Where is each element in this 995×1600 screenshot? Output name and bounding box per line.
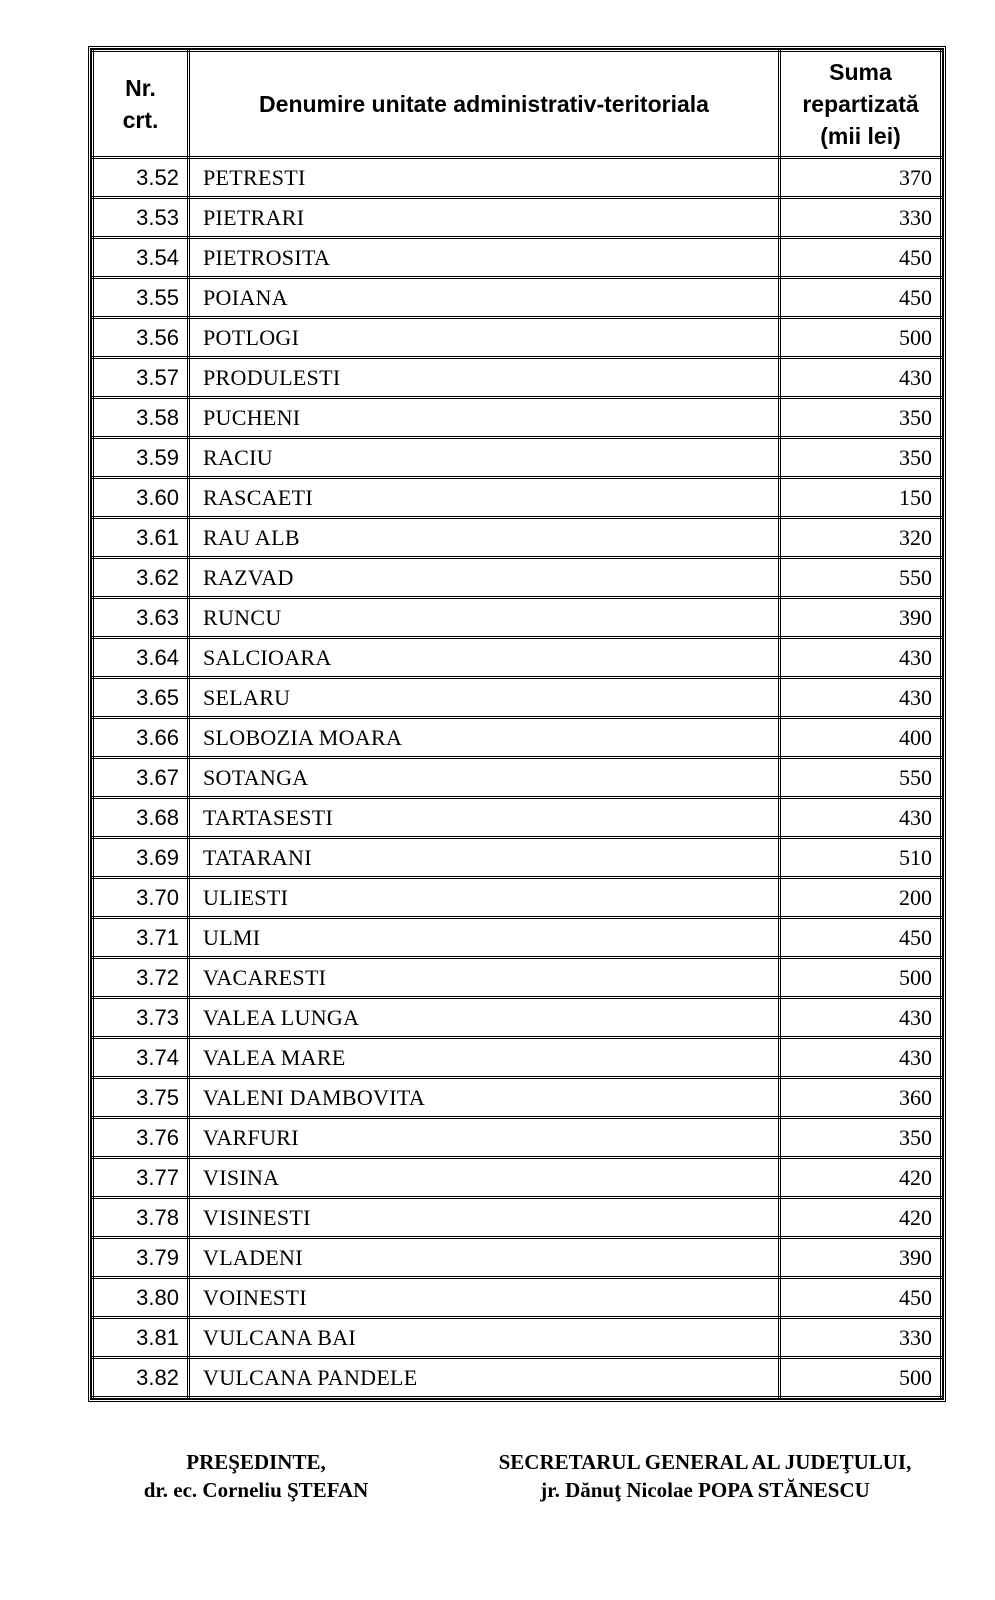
table-header-row: [93, 51, 942, 158]
row-name: VISINA: [189, 1158, 780, 1198]
row-sum: 350: [780, 1118, 942, 1158]
row-number: 3.64: [93, 638, 189, 678]
row-sum: 320: [780, 518, 942, 558]
president-title: PREŞEDINTE,: [186, 1450, 326, 1474]
row-sum: 360: [780, 1078, 942, 1118]
row-number: 3.80: [93, 1278, 189, 1318]
row-number: 3.82: [93, 1358, 189, 1398]
secretary-title: SECRETARUL GENERAL AL JUDEŢULUI,: [498, 1450, 912, 1474]
table-row: [93, 1238, 942, 1278]
row-sum: 150: [780, 478, 942, 518]
table-row: [93, 478, 942, 518]
row-sum: 500: [780, 1358, 942, 1398]
president-name: dr. ec. Corneliu ŞTEFAN: [143, 1478, 369, 1502]
row-sum: 510: [780, 838, 942, 878]
row-number: 3.68: [93, 798, 189, 838]
row-number: 3.78: [93, 1198, 189, 1238]
row-sum: 550: [780, 758, 942, 798]
secretary-name: jr. Dănuţ Nicolae POPA STĂNESCU: [540, 1478, 870, 1502]
row-sum: 370: [780, 158, 942, 198]
row-name: ULIESTI: [189, 878, 780, 918]
table-row: [93, 158, 942, 198]
signature-president: [96, 1448, 416, 1504]
allocation-table: [91, 49, 943, 1399]
table-row: [93, 278, 942, 318]
row-name: PRODULESTI: [189, 358, 780, 398]
row-name: VALEA LUNGA: [189, 998, 780, 1038]
row-sum: 390: [780, 1238, 942, 1278]
row-number: 3.73: [93, 998, 189, 1038]
row-number: 3.79: [93, 1238, 189, 1278]
row-name: VLADENI: [189, 1238, 780, 1278]
row-sum: 420: [780, 1198, 942, 1238]
row-name: VISINESTI: [189, 1198, 780, 1238]
signature-secretary: [455, 1448, 955, 1504]
row-name: RASCAETI: [189, 478, 780, 518]
row-number: 3.74: [93, 1038, 189, 1078]
row-sum: 350: [780, 438, 942, 478]
table-row: [93, 1038, 942, 1078]
row-number: 3.81: [93, 1318, 189, 1358]
row-sum: 450: [780, 238, 942, 278]
row-number: 3.62: [93, 558, 189, 598]
table-row: [93, 358, 942, 398]
row-sum: 430: [780, 638, 942, 678]
row-number: 3.76: [93, 1118, 189, 1158]
row-number: 3.70: [93, 878, 189, 918]
row-name: SELARU: [189, 678, 780, 718]
table-row: [93, 1118, 942, 1158]
row-name: VOINESTI: [189, 1278, 780, 1318]
row-sum: 430: [780, 798, 942, 838]
row-number: 3.75: [93, 1078, 189, 1118]
table-row: [93, 518, 942, 558]
header-name: Denumire unitate administrativ-teritoriala: [189, 51, 780, 158]
row-sum: 400: [780, 718, 942, 758]
table-row: [93, 638, 942, 678]
row-number: 3.67: [93, 758, 189, 798]
row-name: POIANA: [189, 278, 780, 318]
row-name: RUNCU: [189, 598, 780, 638]
row-sum: 550: [780, 558, 942, 598]
table-row: [93, 998, 942, 1038]
row-number: 3.56: [93, 318, 189, 358]
row-name: VULCANA BAI: [189, 1318, 780, 1358]
row-number: 3.59: [93, 438, 189, 478]
row-name: POTLOGI: [189, 318, 780, 358]
allocation-table-frame: [88, 46, 946, 1402]
table-row: [93, 878, 942, 918]
table-row: [93, 758, 942, 798]
row-sum: 430: [780, 678, 942, 718]
row-number: 3.58: [93, 398, 189, 438]
row-name: RAU ALB: [189, 518, 780, 558]
table-row: [93, 558, 942, 598]
row-number: 3.53: [93, 198, 189, 238]
row-sum: 450: [780, 278, 942, 318]
row-number: 3.72: [93, 958, 189, 998]
row-name: VULCANA PANDELE: [189, 1358, 780, 1398]
row-name: SALCIOARA: [189, 638, 780, 678]
row-number: 3.69: [93, 838, 189, 878]
row-number: 3.66: [93, 718, 189, 758]
table-row: [93, 238, 942, 278]
header-sum: Suma repartizată (mii lei): [780, 51, 942, 158]
row-name: TATARANI: [189, 838, 780, 878]
table-row: [93, 958, 942, 998]
row-sum: 420: [780, 1158, 942, 1198]
row-number: 3.52: [93, 158, 189, 198]
row-name: SOTANGA: [189, 758, 780, 798]
row-sum: 450: [780, 918, 942, 958]
row-name: RAZVAD: [189, 558, 780, 598]
row-number: 3.61: [93, 518, 189, 558]
row-name: PETRESTI: [189, 158, 780, 198]
row-sum: 350: [780, 398, 942, 438]
table-row: [93, 1078, 942, 1118]
row-name: VARFURI: [189, 1118, 780, 1158]
row-number: 3.77: [93, 1158, 189, 1198]
table-row: [93, 798, 942, 838]
row-number: 3.55: [93, 278, 189, 318]
row-sum: 450: [780, 1278, 942, 1318]
table-row: [93, 398, 942, 438]
table-row: [93, 318, 942, 358]
row-name: SLOBOZIA MOARA: [189, 718, 780, 758]
row-name: TARTASESTI: [189, 798, 780, 838]
table-row: [93, 1278, 942, 1318]
row-sum: 430: [780, 1038, 942, 1078]
row-number: 3.60: [93, 478, 189, 518]
row-number: 3.71: [93, 918, 189, 958]
row-name: VACARESTI: [189, 958, 780, 998]
row-number: 3.57: [93, 358, 189, 398]
table-row: [93, 1318, 942, 1358]
row-sum: 430: [780, 358, 942, 398]
row-sum: 500: [780, 318, 942, 358]
table-row: [93, 198, 942, 238]
row-sum: 500: [780, 958, 942, 998]
row-number: 3.54: [93, 238, 189, 278]
table-row: [93, 1358, 942, 1398]
table-row: [93, 838, 942, 878]
table-row: [93, 1198, 942, 1238]
table-row: [93, 1158, 942, 1198]
table-row: [93, 718, 942, 758]
row-name: VALEA MARE: [189, 1038, 780, 1078]
row-sum: 200: [780, 878, 942, 918]
table-row: [93, 598, 942, 638]
row-sum: 430: [780, 998, 942, 1038]
row-name: PIETROSITA: [189, 238, 780, 278]
row-sum: 390: [780, 598, 942, 638]
row-name: VALENI DAMBOVITA: [189, 1078, 780, 1118]
row-number: 3.65: [93, 678, 189, 718]
row-sum: 330: [780, 198, 942, 238]
row-name: PUCHENI: [189, 398, 780, 438]
row-number: 3.63: [93, 598, 189, 638]
table-row: [93, 678, 942, 718]
row-name: PIETRARI: [189, 198, 780, 238]
row-name: RACIU: [189, 438, 780, 478]
header-nr: Nr. crt.: [93, 51, 189, 158]
row-name: ULMI: [189, 918, 780, 958]
table-row: [93, 918, 942, 958]
row-sum: 330: [780, 1318, 942, 1358]
table-row: [93, 438, 942, 478]
